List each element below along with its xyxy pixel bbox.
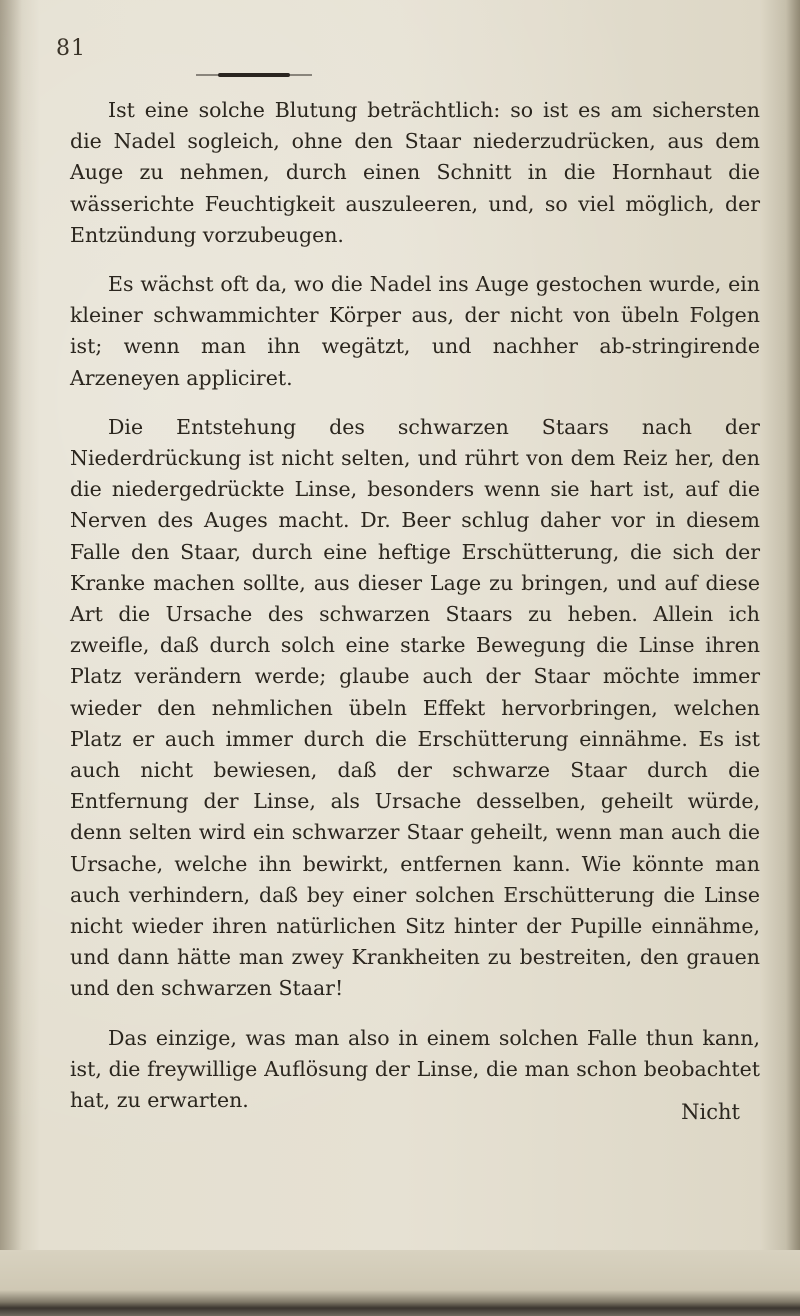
page-edge-shadow [786,0,800,1316]
catchword: Nicht [681,1100,740,1124]
body-text [70,95,760,1134]
spine-shadow [0,0,22,1316]
paragraph-3: Die Entstehung des schwarzen Staars nach der Niederdrückung ist nicht selten, und rührt von dem Reiz her, den die niedergedrückte Linse, besonders wenn sie hart ist, auf die Nerven des Auges macht. Dr. Beer schlug daher vor in diesem Falle den Staar, durch eine heftige Erschütterung, die sich der Kranke machen sollte, aus dieser Lage zu bringen, und auf diese Art die Ursache des schwarzen Staars zu heben. Allein ich zweifle, daß durch solch eine starke Bewegung die Linse ihren Platz verändern werde; glaube auch der Staar möchte immer wieder den nehmlichen übeln Effekt hervorbringen, welchen Platz er auch immer durch die Erschütterung einnähme. Es ist auch nicht bewiesen, daß der schwarze Staar durch die Entfernung der Linse, als Ursache desselben, geheilt würde, denn selten wird ein schwarzer Staar geheilt, wenn man auch die Ursache, welche ihn bewirkt, entfernen kann. Wie könnte man auch verhindern, daß bey einer solchen Erschütterung die Linse nicht wieder ihren natürlichen Sitz hinter der Pupille einnähme, und dann hätte man zwey Krankheiten zu bestreiten, den grauen und den schwarzen Staar! [70,414,760,1001]
header-ornament-rule [196,72,312,78]
paragraph-4: Das einzige, was man also in einem solchen Falle thun kann, ist, die freywillige Auflösung der Linse, die man schon beobachtet hat, zu erwarten. [70,1025,760,1113]
page-number: 81 [56,36,86,61]
scan-bottom-edge [0,1250,800,1316]
paragraph-2: Es wächst oft da, wo die Nadel ins Auge gestochen wurde, ein kleiner schwammichter Körper aus, der nicht von übeln Folgen ist; wenn man ihn wegätzt, und nachher ab-stringirende Arzeneyen appliciret. [70,272,760,390]
paragraph-1: Ist eine solche Blutung beträchtlich: so ist es am sichersten die Nadel sogleich, ohne den Staar niederzudrücken, aus dem Auge zu nehmen, durch einen Schnitt in die Hornhaut die wässerichte Feuchtigkeit auszuleeren, und, so viel möglich, der Entzündung vorzubeugen. [70,98,760,247]
